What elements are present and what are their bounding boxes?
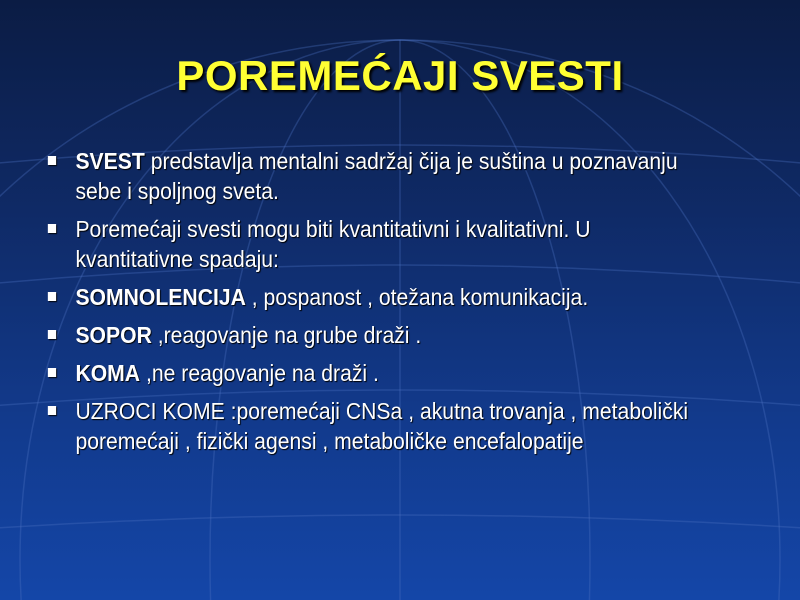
square-bullet-icon [48, 292, 56, 301]
bullet-text: ,ne reagovanje na draži . [140, 360, 379, 386]
bullet-text: UZROCI KOME :poremećaji CNSa , akutna trovanja , metabolički poremećaji , fizički agensi , metaboličke encefalopatije [75, 398, 689, 454]
bullet-text: predstavlja mentalni sadržaj čija je suština u poznavanju sebe i spoljnog sveta. [75, 148, 678, 204]
square-bullet-icon [48, 406, 56, 415]
slide-title: POREMEĆAJI SVESTI [176, 52, 624, 99]
bullet-item [46, 146, 690, 206]
bullet-item [46, 282, 690, 312]
square-bullet-icon [48, 156, 56, 165]
bullet-bold-term: SOMNOLENCIJA [75, 284, 246, 310]
bullet-list [46, 146, 746, 464]
bullet-item [46, 320, 690, 350]
square-bullet-icon [48, 224, 56, 233]
bullet-item [46, 214, 690, 274]
bullet-bold-term: SVEST [75, 148, 145, 174]
bullet-bold-term: KOMA [75, 360, 141, 386]
bullet-bold-term: SOPOR [75, 322, 152, 348]
square-bullet-icon [48, 330, 56, 339]
bullet-item [46, 358, 690, 388]
square-bullet-icon [48, 368, 56, 377]
bullet-text: Poremećaji svesti mogu biti kvantitativni i kvalitativni. U kvantitativne spadaju: [75, 216, 591, 272]
bullet-text: ,reagovanje na grube draži . [151, 322, 422, 348]
bullet-item [46, 396, 690, 456]
bullet-text: , pospanost , otežana komunikacija. [245, 284, 589, 310]
